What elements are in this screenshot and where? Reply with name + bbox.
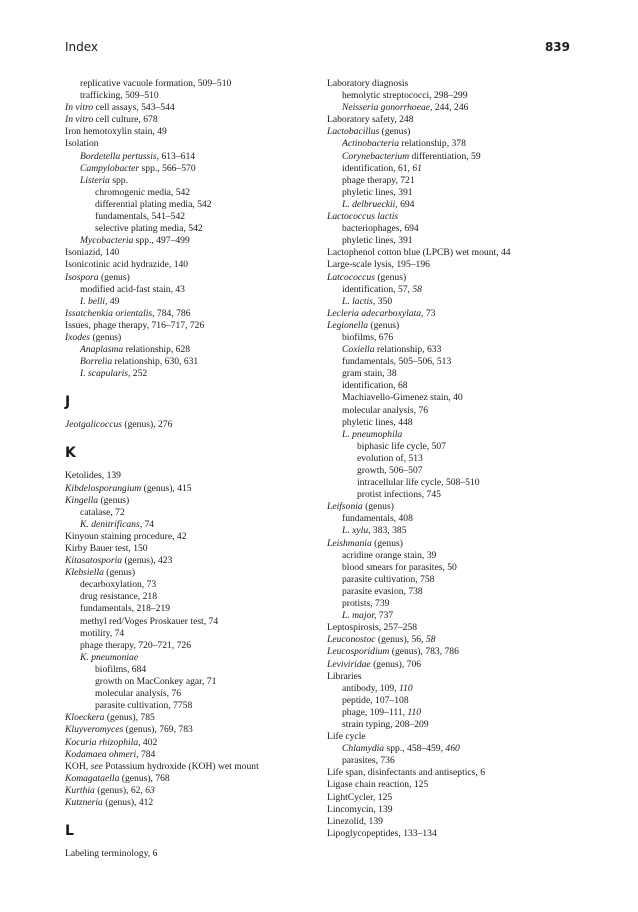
index-entry bbox=[327, 332, 577, 344]
entry-text: Isoniazid, 140 bbox=[65, 247, 120, 259]
index-entry bbox=[65, 591, 300, 603]
section-letter: J bbox=[65, 394, 71, 411]
entry-text: Leviviridae bbox=[327, 658, 371, 670]
entry-text: fundamentals, 541–542 bbox=[95, 211, 186, 223]
entry-text: Jeotgalicoccus bbox=[65, 419, 123, 431]
entry-text: (genus), 783, 786 bbox=[389, 646, 459, 658]
index-entry bbox=[65, 163, 300, 175]
index-entry bbox=[65, 211, 300, 223]
index-entry bbox=[65, 470, 300, 482]
entry-text: differentiation, 59 bbox=[409, 150, 481, 162]
index-entry bbox=[65, 259, 300, 271]
index-entry bbox=[65, 151, 300, 163]
index-entry bbox=[327, 755, 577, 767]
index-entry bbox=[65, 555, 300, 567]
index-entry bbox=[65, 603, 300, 615]
entry-text: 58 bbox=[412, 283, 422, 295]
index-entry bbox=[327, 513, 577, 525]
index-entry bbox=[327, 90, 577, 102]
entry-text: In vitro bbox=[65, 114, 94, 126]
entry-text: L. xylu, bbox=[342, 525, 371, 537]
entry-text: blood smears for parasites, 50 bbox=[342, 561, 457, 573]
entry-text: Issues, phage therapy, 716–717, 726 bbox=[65, 319, 205, 331]
entry-text: Libraries bbox=[327, 670, 362, 682]
index-entry bbox=[327, 405, 577, 417]
entry-text: Coxiella bbox=[342, 344, 375, 356]
entry-text: 737 bbox=[376, 610, 394, 622]
index-entry bbox=[65, 78, 300, 90]
index-entry bbox=[65, 495, 300, 507]
entry-text: (genus), 785 bbox=[104, 712, 155, 724]
entry-text: Kloeckera bbox=[65, 712, 105, 724]
entry-text: motility, 74 bbox=[80, 627, 125, 639]
entry-text: (genus) bbox=[379, 126, 411, 138]
entry-text: gram stain, 38 bbox=[342, 368, 397, 380]
index-entry bbox=[65, 724, 300, 736]
index-entry bbox=[327, 574, 577, 586]
index-entry bbox=[327, 211, 577, 223]
index-entry bbox=[327, 320, 577, 332]
entry-text: Ketolides, 139 bbox=[65, 470, 121, 482]
entry-text: relationship, 378 bbox=[399, 138, 466, 150]
entry-text: I. scapularis, bbox=[80, 368, 131, 380]
entry-text: 383, 385 bbox=[370, 525, 407, 537]
entry-text: Isospora bbox=[65, 271, 99, 283]
entry-text: (genus), 423 bbox=[122, 555, 173, 567]
entry-text: Actinobacteria bbox=[342, 138, 400, 150]
index-entry bbox=[65, 785, 300, 797]
entry-text: Isonicotinic acid hydrazide, 140 bbox=[65, 259, 189, 271]
entry-text: 110 bbox=[407, 706, 422, 718]
entry-text: Borrelia bbox=[80, 356, 113, 368]
index-entry bbox=[65, 308, 300, 320]
entry-text: Chlamydia bbox=[342, 743, 385, 755]
entry-text: biofilms, 684 bbox=[95, 663, 147, 675]
index-entry bbox=[327, 646, 577, 658]
section-letter: L bbox=[65, 823, 74, 840]
entry-text: Campylobacter bbox=[80, 162, 140, 174]
index-entry bbox=[65, 114, 300, 126]
entry-text: fundamentals, 408 bbox=[342, 513, 413, 525]
entry-text: (genus), 415 bbox=[141, 482, 192, 494]
entry-text: Kirby Bauer test, 150 bbox=[65, 543, 148, 554]
entry-text: In vitro bbox=[65, 102, 94, 114]
index-entry bbox=[65, 749, 300, 761]
index-entry bbox=[65, 344, 300, 356]
entry-text: L. delbrueckii, bbox=[342, 198, 398, 210]
entry-text: Issatchenkia orientalis, bbox=[65, 307, 155, 319]
entry-text: chromogenic media, 542 bbox=[95, 186, 191, 198]
index-entry bbox=[65, 640, 300, 652]
index-entry bbox=[327, 659, 577, 671]
entry-text: Lactococcus lactis bbox=[327, 211, 399, 223]
entry-text: Potassium hydroxide (KOH) wet mount bbox=[102, 760, 259, 772]
index-entry bbox=[65, 761, 300, 773]
entry-text: modified acid-fast stain, 43 bbox=[80, 283, 185, 295]
entry-text: 402 bbox=[140, 736, 158, 748]
entry-text: Iron hemotoxylin stain, 49 bbox=[65, 126, 167, 138]
entry-text: phage, 109–111, bbox=[342, 706, 408, 718]
entry-text: 784, 786 bbox=[154, 307, 191, 319]
index-entry bbox=[327, 804, 577, 816]
index-entry bbox=[65, 712, 300, 724]
index-entry bbox=[65, 90, 300, 102]
entry-text: relationship, 633 bbox=[374, 344, 442, 356]
entry-text: 350 bbox=[375, 295, 393, 307]
index-entry bbox=[65, 138, 300, 150]
entry-text: evolution of, 513 bbox=[357, 452, 423, 464]
entry-text: (genus), 768 bbox=[119, 772, 170, 784]
page-number: 839 bbox=[544, 40, 570, 54]
entry-text: Leifsonia bbox=[327, 501, 363, 513]
entry-text: parasites, 736 bbox=[342, 755, 395, 767]
entry-text: 58 bbox=[425, 634, 436, 646]
entry-text: 613–614 bbox=[159, 150, 196, 162]
index-entry bbox=[327, 175, 577, 187]
entry-text: replicative vacuole formation, 509–510 bbox=[80, 78, 232, 89]
entry-text: Lactobacillus bbox=[327, 126, 380, 138]
index-entry bbox=[65, 223, 300, 235]
entry-text: Leucosporidium bbox=[327, 646, 390, 658]
index-entry bbox=[327, 223, 577, 235]
entry-text: parasite cultivation, 7758 bbox=[95, 700, 193, 712]
entry-text: (genus) bbox=[371, 537, 403, 549]
index-entry bbox=[65, 368, 300, 380]
entry-text: Laboratory diagnosis bbox=[327, 78, 409, 89]
entry-text: protists, 739 bbox=[342, 598, 390, 610]
entry-text: 74 bbox=[142, 518, 155, 530]
index-entry bbox=[327, 284, 577, 296]
index-entry bbox=[327, 489, 577, 501]
entry-text: antibody, 109, bbox=[342, 682, 399, 694]
entry-text: Ixodes bbox=[65, 331, 91, 343]
entry-text: K. pneumoniae bbox=[80, 651, 139, 663]
entry-text: (genus), 62, bbox=[94, 784, 146, 796]
index-entry bbox=[327, 272, 577, 284]
index-entry bbox=[65, 320, 300, 332]
index-entry bbox=[327, 380, 577, 392]
section-letter: K bbox=[65, 445, 76, 462]
entry-text: biofilms, 676 bbox=[342, 331, 394, 343]
entry-text: phyletic lines, 391 bbox=[342, 186, 413, 198]
entry-text: (genus), 706 bbox=[370, 658, 422, 670]
entry-text: Klebsiella bbox=[65, 567, 104, 579]
entry-text: K. denitrificans, bbox=[80, 518, 143, 530]
index-entry bbox=[327, 501, 577, 513]
entry-text: (genus) bbox=[98, 271, 130, 283]
entry-text: Kodamaea ohmeri, bbox=[65, 748, 139, 760]
entry-text: bacteriophages, 694 bbox=[342, 223, 419, 235]
index-entry bbox=[327, 707, 577, 719]
entry-text: decarboxylation, 73 bbox=[80, 579, 157, 591]
entry-text: 252 bbox=[130, 368, 148, 380]
entry-text: Kocuria rhizophila, bbox=[65, 736, 141, 748]
entry-text: Latcococcus bbox=[327, 271, 375, 283]
entry-text: spp., 458–459, bbox=[384, 743, 446, 755]
entry-text: identification, 61, bbox=[342, 162, 413, 174]
entry-text: methyl red/Voges Proskauer test, 74 bbox=[80, 615, 219, 627]
index-entry bbox=[65, 126, 300, 138]
index-entry bbox=[65, 848, 300, 860]
index-entry bbox=[65, 235, 300, 247]
index-entry bbox=[65, 652, 300, 664]
index-entry bbox=[327, 779, 577, 791]
index-entry bbox=[327, 78, 577, 90]
entry-text: Leptospirosis, 257–258 bbox=[327, 622, 418, 634]
entry-text: Neisseria gonorrhoeae, bbox=[342, 102, 433, 114]
index-entry bbox=[327, 683, 577, 695]
entry-text: relationship, 628 bbox=[123, 344, 191, 356]
index-entry bbox=[327, 126, 577, 138]
entry-text: 460 bbox=[445, 743, 460, 755]
entry-text: phage therapy, 720–721, 726 bbox=[80, 639, 192, 651]
index-entry bbox=[327, 767, 577, 779]
entry-text: fundamentals, 505–506, 513 bbox=[342, 356, 452, 368]
entry-text: cell culture, 678 bbox=[93, 114, 158, 126]
entry-text: selective plating media, 542 bbox=[95, 223, 203, 235]
entry-text: (genus) bbox=[103, 567, 136, 579]
entry-text: Komagataella bbox=[65, 772, 120, 784]
entry-text: Leuconostoc bbox=[327, 634, 376, 646]
entry-text: molecular analysis, 76 bbox=[342, 404, 429, 416]
entry-text: Laboratory safety, 248 bbox=[327, 114, 414, 126]
entry-text: molecular analysis, 76 bbox=[95, 688, 182, 700]
entry-text: L. pneumophila bbox=[342, 428, 403, 440]
entry-text: 63 bbox=[145, 784, 155, 796]
entry-text: identification, 68 bbox=[342, 380, 408, 392]
index-entry bbox=[327, 477, 577, 489]
index-entry bbox=[65, 664, 300, 676]
entry-text: (genus) bbox=[98, 494, 130, 506]
entry-text: drug resistance, 218 bbox=[80, 591, 157, 603]
entry-text: peptide, 107–108 bbox=[342, 694, 409, 706]
entry-text: 694 bbox=[397, 198, 415, 210]
page-header bbox=[65, 40, 570, 58]
index-entry bbox=[327, 695, 577, 707]
index-entry bbox=[327, 259, 577, 271]
entry-text: acridine orange stain, 39 bbox=[342, 549, 437, 561]
entry-text: (genus) bbox=[362, 501, 394, 513]
entry-text: relationship, 630, 631 bbox=[112, 356, 199, 368]
entry-text: Corynebacterium bbox=[342, 150, 410, 162]
index-entry bbox=[327, 828, 577, 840]
index-entry bbox=[65, 616, 300, 628]
index-entry bbox=[327, 235, 577, 247]
entry-text: Bordetella pertussis, bbox=[80, 150, 160, 162]
index-entry bbox=[65, 175, 300, 187]
entry-text: Kluyveromyces bbox=[65, 724, 124, 736]
index-entry bbox=[65, 688, 300, 700]
index-entry bbox=[65, 579, 300, 591]
index-entry bbox=[327, 743, 577, 755]
index-entry bbox=[327, 598, 577, 610]
entry-text: Isolation bbox=[65, 138, 99, 150]
index-entry bbox=[65, 102, 300, 114]
index-entry bbox=[327, 562, 577, 574]
entry-text: (genus), 56, bbox=[375, 634, 426, 646]
entry-text: Mycobacteria bbox=[80, 235, 134, 247]
index-entry bbox=[327, 417, 577, 429]
index-entry bbox=[65, 737, 300, 749]
entry-text: fundamentals, 218–219 bbox=[80, 603, 171, 615]
entry-text: (genus), 769, 783 bbox=[123, 724, 193, 736]
index-entry bbox=[327, 465, 577, 477]
index-entry bbox=[327, 731, 577, 743]
entry-text: L. major, bbox=[342, 610, 377, 622]
entry-text: 49 bbox=[107, 295, 120, 307]
index-entry bbox=[65, 419, 300, 431]
index-entry bbox=[65, 531, 300, 543]
entry-text: spp., 566–570 bbox=[139, 162, 196, 174]
entry-text: Kibdelosporangium bbox=[65, 482, 142, 494]
index-column-left bbox=[65, 78, 300, 860]
index-entry bbox=[65, 187, 300, 199]
entry-text: 61 bbox=[412, 162, 422, 174]
index-entry bbox=[327, 792, 577, 804]
entry-text: cell assays, 543–544 bbox=[93, 102, 175, 114]
entry-text: (genus), 276 bbox=[122, 419, 173, 431]
entry-text: Kutzneria bbox=[65, 796, 103, 808]
entry-text: 73 bbox=[423, 307, 436, 319]
index-entry bbox=[327, 247, 577, 259]
index-entry bbox=[65, 676, 300, 688]
entry-text: (genus) bbox=[368, 319, 400, 331]
entry-text: phyletic lines, 448 bbox=[342, 416, 413, 428]
index-entry bbox=[327, 719, 577, 731]
entry-text: see bbox=[90, 760, 103, 772]
index-entry bbox=[327, 114, 577, 126]
running-head: Index bbox=[65, 40, 99, 54]
entry-text: hemolytic streptococci, 298–299 bbox=[342, 90, 468, 102]
index-entry bbox=[327, 392, 577, 404]
index-entry bbox=[327, 308, 577, 320]
index-entry bbox=[65, 543, 300, 555]
entry-text: Leishmania bbox=[327, 537, 372, 549]
entry-text: Kurthia bbox=[65, 784, 95, 796]
index-entry bbox=[327, 296, 577, 308]
entry-text: (genus) bbox=[90, 331, 122, 343]
index-entry bbox=[327, 441, 577, 453]
index-entry bbox=[327, 525, 577, 537]
index-entry bbox=[327, 586, 577, 598]
entry-text: (genus), 412 bbox=[102, 796, 154, 808]
index-entry bbox=[65, 507, 300, 519]
entry-text: protist infections, 745 bbox=[357, 489, 441, 501]
index-entry bbox=[65, 284, 300, 296]
entry-text: Listeria bbox=[80, 174, 110, 186]
index-entry bbox=[327, 816, 577, 828]
index-entry bbox=[327, 199, 577, 211]
index-entry bbox=[327, 356, 577, 368]
entry-text: growth on MacConkey agar, 71 bbox=[95, 676, 217, 688]
index-entry bbox=[65, 567, 300, 579]
index-entry bbox=[65, 628, 300, 640]
entry-text: parasite cultivation, 758 bbox=[342, 573, 435, 585]
entry-text: Kingella bbox=[65, 494, 99, 506]
entry-text: 244, 246 bbox=[432, 102, 469, 114]
entry-text: 110 bbox=[398, 682, 413, 694]
entry-text: Life cycle bbox=[327, 731, 366, 743]
index-entry bbox=[327, 429, 577, 441]
entry-text: Anaplasma bbox=[80, 344, 124, 356]
index-entry bbox=[327, 634, 577, 646]
entry-text: Kitasatosporia bbox=[65, 555, 123, 567]
index-entry bbox=[65, 247, 300, 259]
entry-text: LightCycler, 125 bbox=[327, 791, 393, 803]
index-entry bbox=[327, 138, 577, 150]
index-entry bbox=[327, 344, 577, 356]
entry-text: intracellular life cycle, 508–510 bbox=[357, 477, 480, 489]
entry-text: phage therapy, 721 bbox=[342, 174, 415, 186]
entry-text: spp., 497–499 bbox=[133, 235, 190, 247]
entry-text: Linezolid, 139 bbox=[327, 815, 383, 827]
entry-text: catalase, 72 bbox=[80, 506, 125, 518]
entry-text: Kinyoun staining procedure, 42 bbox=[65, 530, 187, 542]
index-entry bbox=[327, 622, 577, 634]
entry-text: 784 bbox=[138, 748, 156, 760]
index-entry bbox=[327, 453, 577, 465]
entry-text: Lactophenol cotton blue (LPCB) wet mount, 44 bbox=[327, 247, 511, 259]
entry-text: Lincomycin, 139 bbox=[327, 803, 393, 815]
entry-text: (genus) bbox=[374, 271, 407, 283]
entry-text: identification, 57, bbox=[342, 283, 413, 295]
index-entry bbox=[65, 356, 300, 368]
index-entry bbox=[327, 538, 577, 550]
entry-text: I. belli, bbox=[80, 295, 108, 307]
index-entry bbox=[65, 519, 300, 531]
entry-text: strain typing, 208–209 bbox=[342, 718, 429, 730]
index-entry bbox=[327, 368, 577, 380]
entry-text: trafficking, 509–510 bbox=[80, 90, 159, 102]
entry-text: L. lactis, bbox=[342, 295, 376, 307]
index-entry bbox=[327, 610, 577, 622]
index-column-right bbox=[327, 78, 577, 840]
index-entry bbox=[65, 199, 300, 211]
entry-text: Large-scale lysis, 195–196 bbox=[327, 259, 430, 271]
entry-text: parasite evasion, 738 bbox=[342, 585, 423, 597]
index-entry bbox=[65, 296, 300, 308]
entry-text: Labeling terminology, 6 bbox=[65, 848, 158, 860]
entry-text: Ligase chain reaction, 125 bbox=[327, 779, 429, 791]
entry-text: phyletic lines, 391 bbox=[342, 235, 413, 247]
index-entry bbox=[327, 187, 577, 199]
entry-text: Life span, disinfectants and antiseptics, 6 bbox=[327, 767, 485, 779]
index-entry bbox=[327, 671, 577, 683]
index-entry bbox=[327, 102, 577, 114]
entry-text: Lipoglycopeptides, 133–134 bbox=[327, 827, 437, 839]
entry-text: Legionella bbox=[327, 319, 369, 331]
index-entry bbox=[65, 483, 300, 495]
entry-text: growth, 506–507 bbox=[357, 465, 423, 476]
index-entry bbox=[65, 773, 300, 785]
index-entry bbox=[327, 151, 577, 163]
entry-text: Machiavello-Gimenez stain, 40 bbox=[342, 392, 463, 404]
index-entry bbox=[65, 332, 300, 344]
entry-text: differential plating media, 542 bbox=[95, 198, 212, 210]
entry-text: biphasic life cycle, 507 bbox=[357, 440, 446, 452]
entry-text: Lecleria adecarboxylata, bbox=[327, 307, 424, 319]
index-entry bbox=[327, 163, 577, 175]
index-entry bbox=[327, 550, 577, 562]
index-entry bbox=[65, 797, 300, 809]
index-entry bbox=[65, 700, 300, 712]
entry-text: KOH, bbox=[65, 760, 91, 772]
entry-text: spp. bbox=[109, 174, 128, 186]
index-entry bbox=[65, 272, 300, 284]
